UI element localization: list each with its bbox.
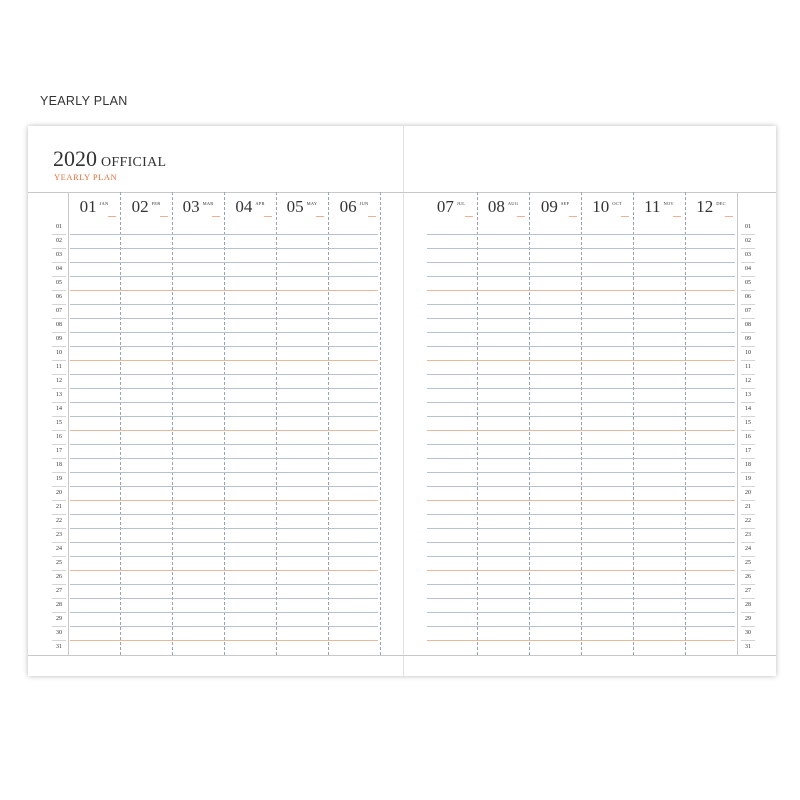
day-number-left: 28	[56, 602, 62, 608]
title-year: 2020	[53, 146, 97, 171]
day-number-left: 03	[56, 252, 62, 258]
day-number-right: 19	[745, 476, 751, 482]
header-top-rule	[28, 192, 776, 193]
left-day-row-line	[70, 458, 378, 459]
left-day-row-line	[70, 472, 378, 473]
left-day-row-line	[70, 262, 378, 263]
day-number-left: 08	[56, 322, 62, 328]
day-number-right: 11	[745, 364, 751, 370]
right-day-number-rule	[741, 346, 755, 347]
left-day-number-rule	[52, 542, 66, 543]
left-day-number-rule	[52, 528, 66, 529]
month-abbr: JUN	[359, 200, 369, 206]
right-day-row-line	[427, 388, 735, 389]
day-number-left: 14	[56, 406, 62, 412]
left-day-row-line	[70, 570, 378, 571]
day-number-left: 12	[56, 378, 62, 384]
page-caption: YEARLY PLAN	[40, 94, 128, 108]
day-number-right: 25	[745, 560, 751, 566]
planner-spread	[28, 126, 776, 676]
month-number: 08	[487, 197, 505, 216]
month-header-may	[276, 196, 328, 218]
month-accent-tick	[673, 216, 681, 217]
right-day-number-rule	[741, 248, 755, 249]
day-number-left: 30	[56, 630, 62, 636]
month-header-oct	[581, 196, 633, 218]
left-day-number-rule	[52, 262, 66, 263]
right-day-number-rule	[741, 402, 755, 403]
day-number-left: 23	[56, 532, 62, 538]
month-accent-tick	[160, 216, 168, 217]
right-day-row-line	[427, 332, 735, 333]
month-accent-tick	[368, 216, 376, 217]
right-day-row-line	[427, 612, 735, 613]
left-day-number-rule	[52, 430, 66, 431]
month-accent-tick	[517, 216, 525, 217]
planner-title	[53, 146, 166, 172]
left-day-row-line	[70, 332, 378, 333]
left-day-number-rule	[52, 458, 66, 459]
right-day-number-rule	[741, 458, 755, 459]
day-number-right: 21	[745, 504, 751, 510]
left-day-number-rule	[52, 402, 66, 403]
left-day-number-rule	[52, 486, 66, 487]
left-day-row-line	[70, 430, 378, 431]
day-number-left: 11	[56, 364, 62, 370]
right-day-row-line	[427, 430, 735, 431]
day-number-left: 04	[56, 266, 62, 272]
day-number-right: 05	[745, 280, 751, 286]
day-number-right: 28	[745, 602, 751, 608]
right-day-row-line	[427, 570, 735, 571]
day-number-right: 12	[745, 378, 751, 384]
left-day-row-line	[70, 388, 378, 389]
right-day-number-rule	[741, 360, 755, 361]
left-day-row-line	[70, 444, 378, 445]
month-accent-tick	[108, 216, 116, 217]
right-day-row-line	[427, 444, 735, 445]
planner-subtitle: YEARLY PLAN	[54, 172, 118, 182]
left-day-row-line	[70, 290, 378, 291]
month-abbr: FEB	[151, 200, 161, 206]
right-day-number-rule	[741, 332, 755, 333]
day-number-right: 24	[745, 546, 751, 552]
right-day-number-rule	[741, 430, 755, 431]
day-number-left: 15	[56, 420, 62, 426]
month-number: 02	[131, 197, 149, 216]
right-day-row-line	[427, 528, 735, 529]
day-number-right: 18	[745, 462, 751, 468]
left-day-number-rule	[52, 360, 66, 361]
right-day-number-rule	[741, 444, 755, 445]
left-day-number-rule	[52, 276, 66, 277]
left-day-row-line	[70, 612, 378, 613]
left-day-number-rule	[52, 248, 66, 249]
day-number-right: 20	[745, 490, 751, 496]
day-number-right: 15	[745, 420, 751, 426]
day-number-right: 03	[745, 252, 751, 258]
day-number-left: 13	[56, 392, 62, 398]
day-number-right: 10	[745, 350, 751, 356]
day-number-left: 24	[56, 546, 62, 552]
month-number: 12	[696, 197, 714, 216]
day-number-left: 26	[56, 574, 62, 580]
day-number-left: 01	[56, 224, 62, 230]
right-day-number-rule	[741, 612, 755, 613]
month-abbr: MAY	[306, 200, 318, 206]
right-day-row-line	[427, 304, 735, 305]
right-day-column-rule	[737, 192, 738, 655]
right-day-row-line	[427, 542, 735, 543]
right-day-number-rule	[741, 262, 755, 263]
right-day-number-rule	[741, 528, 755, 529]
day-number-right: 26	[745, 574, 751, 580]
day-number-left: 07	[56, 308, 62, 314]
month-accent-tick	[725, 216, 733, 217]
left-day-row-line	[70, 500, 378, 501]
left-day-row-line	[70, 416, 378, 417]
left-day-row-line	[70, 234, 378, 235]
day-number-right: 29	[745, 616, 751, 622]
month-accent-tick	[212, 216, 220, 217]
book-spine	[403, 126, 404, 676]
left-day-row-line	[70, 360, 378, 361]
day-number-right: 30	[745, 630, 751, 636]
day-number-right: 01	[745, 224, 751, 230]
month-abbr: DEC	[716, 200, 726, 206]
left-day-number-rule	[52, 626, 66, 627]
day-number-left: 10	[56, 350, 62, 356]
day-number-left: 09	[56, 336, 62, 342]
left-day-row-line	[70, 598, 378, 599]
month-accent-tick	[316, 216, 324, 217]
day-number-left: 17	[56, 448, 62, 454]
day-number-left: 06	[56, 294, 62, 300]
day-number-left: 21	[56, 504, 62, 510]
month-header-mar	[172, 196, 224, 218]
right-day-row-line	[427, 374, 735, 375]
left-month-divider	[380, 192, 381, 655]
month-abbr: JUL	[456, 200, 466, 206]
right-day-row-line	[427, 556, 735, 557]
day-number-left: 19	[56, 476, 62, 482]
month-accent-tick	[264, 216, 272, 217]
right-day-row-line	[427, 290, 735, 291]
month-header-nov	[633, 196, 685, 218]
grid-bottom-rule	[28, 655, 776, 656]
left-day-number-rule	[52, 332, 66, 333]
month-header-jan	[68, 196, 120, 218]
right-day-row-line	[427, 584, 735, 585]
right-day-number-rule	[741, 556, 755, 557]
right-day-row-line	[427, 472, 735, 473]
day-number-left: 16	[56, 434, 62, 440]
day-number-right: 27	[745, 588, 751, 594]
month-abbr: JAN	[99, 200, 109, 206]
day-number-left: 22	[56, 518, 62, 524]
right-day-number-rule	[741, 290, 755, 291]
left-day-number-rule	[52, 318, 66, 319]
month-number: 05	[286, 197, 304, 216]
day-number-left: 18	[56, 462, 62, 468]
month-accent-tick	[621, 216, 629, 217]
left-day-number-rule	[52, 234, 66, 235]
left-day-row-line	[70, 374, 378, 375]
month-number: 10	[592, 197, 610, 216]
left-day-number-rule	[52, 472, 66, 473]
left-day-number-rule	[52, 290, 66, 291]
right-day-row-line	[427, 416, 735, 417]
left-day-number-rule	[52, 444, 66, 445]
day-number-left: 25	[56, 560, 62, 566]
right-day-row-line	[427, 486, 735, 487]
left-day-row-line	[70, 514, 378, 515]
month-number: 07	[436, 197, 454, 216]
day-number-left: 05	[56, 280, 62, 286]
month-header-jun	[328, 196, 380, 218]
right-day-number-rule	[741, 584, 755, 585]
right-day-row-line	[427, 514, 735, 515]
right-day-number-rule	[741, 388, 755, 389]
day-number-left: 20	[56, 490, 62, 496]
left-day-column-rule	[68, 192, 69, 655]
left-day-row-line	[70, 584, 378, 585]
right-day-number-rule	[741, 472, 755, 473]
day-number-left: 31	[56, 644, 62, 650]
right-day-number-rule	[741, 500, 755, 501]
left-day-row-line	[70, 248, 378, 249]
left-day-row-line	[70, 304, 378, 305]
right-day-row-line	[427, 402, 735, 403]
month-number: 09	[540, 197, 558, 216]
month-abbr: APR	[255, 200, 265, 206]
left-day-row-line	[70, 626, 378, 627]
day-number-right: 14	[745, 406, 751, 412]
left-day-row-line	[70, 276, 378, 277]
left-day-number-rule	[52, 514, 66, 515]
day-number-left: 29	[56, 616, 62, 622]
right-day-row-line	[427, 318, 735, 319]
right-day-row-line	[427, 346, 735, 347]
left-day-number-rule	[52, 584, 66, 585]
day-number-right: 04	[745, 266, 751, 272]
month-number: 04	[235, 197, 253, 216]
month-number: 01	[79, 197, 97, 216]
right-day-row-line	[427, 626, 735, 627]
left-day-number-rule	[52, 570, 66, 571]
left-day-row-line	[70, 402, 378, 403]
right-day-row-line	[427, 262, 735, 263]
left-day-number-rule	[52, 612, 66, 613]
right-day-number-rule	[741, 542, 755, 543]
right-day-row-line	[427, 276, 735, 277]
day-number-right: 09	[745, 336, 751, 342]
month-header-apr	[224, 196, 276, 218]
left-day-row-line	[70, 542, 378, 543]
left-day-row-line	[70, 346, 378, 347]
left-day-number-rule	[52, 304, 66, 305]
day-number-right: 06	[745, 294, 751, 300]
month-number: 03	[182, 197, 200, 216]
right-day-row-line	[427, 458, 735, 459]
day-number-right: 13	[745, 392, 751, 398]
left-day-number-rule	[52, 346, 66, 347]
right-day-row-line	[427, 360, 735, 361]
left-day-row-line	[70, 528, 378, 529]
day-number-right: 16	[745, 434, 751, 440]
right-day-row-line	[427, 248, 735, 249]
right-day-number-rule	[741, 598, 755, 599]
right-day-number-rule	[741, 374, 755, 375]
day-number-left: 27	[56, 588, 62, 594]
right-day-row-line	[427, 598, 735, 599]
right-day-number-rule	[741, 416, 755, 417]
day-number-left: 02	[56, 238, 62, 244]
right-day-row-line	[427, 234, 735, 235]
right-day-number-rule	[741, 640, 755, 641]
month-abbr: NOV	[663, 200, 674, 206]
month-accent-tick	[465, 216, 473, 217]
month-accent-tick	[569, 216, 577, 217]
day-number-right: 07	[745, 308, 751, 314]
left-day-number-rule	[52, 640, 66, 641]
month-header-feb	[120, 196, 172, 218]
month-header-aug	[477, 196, 529, 218]
day-number-right: 08	[745, 322, 751, 328]
right-day-row-line	[427, 500, 735, 501]
month-number: 11	[644, 197, 661, 216]
day-number-right: 31	[745, 644, 751, 650]
right-day-number-rule	[741, 276, 755, 277]
left-day-row-line	[70, 640, 378, 641]
left-day-number-rule	[52, 500, 66, 501]
right-day-number-rule	[741, 318, 755, 319]
day-number-right: 17	[745, 448, 751, 454]
right-day-number-rule	[741, 514, 755, 515]
month-abbr: SEP	[560, 200, 570, 206]
month-number: 06	[339, 197, 357, 216]
month-abbr: OCT	[612, 200, 622, 206]
right-day-number-rule	[741, 234, 755, 235]
right-day-number-rule	[741, 304, 755, 305]
left-day-number-rule	[52, 598, 66, 599]
day-number-right: 02	[745, 238, 751, 244]
month-header-dec	[685, 196, 737, 218]
left-day-row-line	[70, 318, 378, 319]
left-day-number-rule	[52, 374, 66, 375]
month-header-jul	[425, 196, 477, 218]
month-header-sep	[529, 196, 581, 218]
right-day-number-rule	[741, 570, 755, 571]
left-day-number-rule	[52, 416, 66, 417]
left-day-number-rule	[52, 556, 66, 557]
right-day-number-rule	[741, 486, 755, 487]
day-number-right: 23	[745, 532, 751, 538]
month-abbr: AUG	[507, 200, 519, 206]
month-abbr: MAR	[202, 200, 214, 206]
title-brand: OFFICIAL	[101, 155, 167, 170]
left-day-number-rule	[52, 388, 66, 389]
right-day-number-rule	[741, 626, 755, 627]
day-number-right: 22	[745, 518, 751, 524]
right-day-row-line	[427, 640, 735, 641]
left-day-row-line	[70, 556, 378, 557]
left-day-row-line	[70, 486, 378, 487]
